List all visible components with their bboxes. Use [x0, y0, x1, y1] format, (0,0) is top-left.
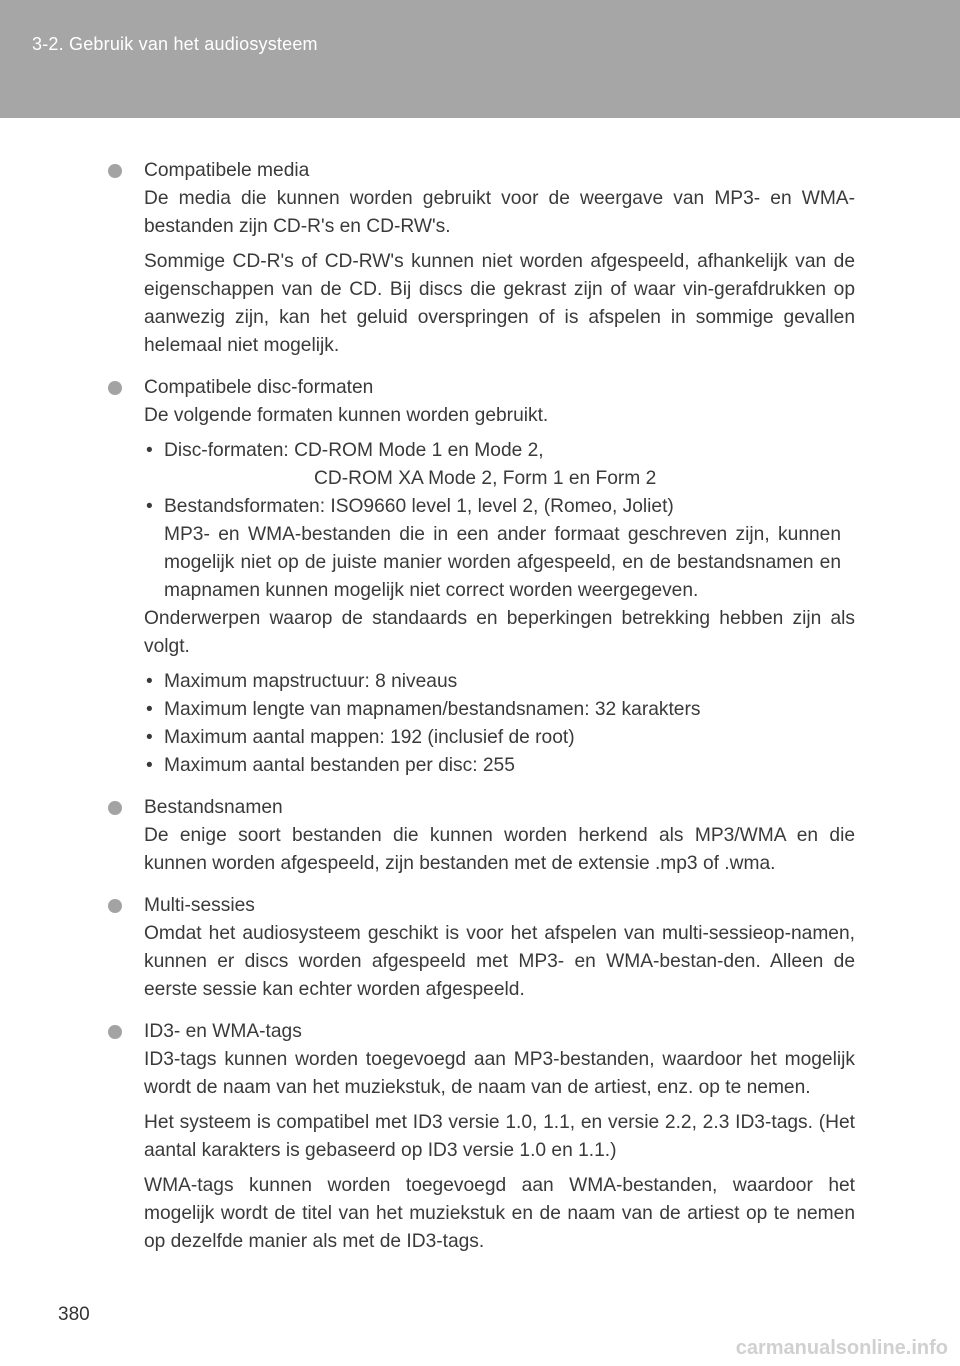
list-item-text: Maximum aantal bestanden per disc: 255 — [164, 755, 515, 776]
bullet-dot: • — [146, 699, 153, 720]
watermark: carmanualsonline.info — [735, 1337, 948, 1359]
list-item — [144, 493, 855, 605]
circle-bullet-icon — [108, 1025, 122, 1039]
list-item — [144, 752, 855, 780]
paragraph: De media die kunnen worden gebruikt voor de weergave van MP3- en WMA-bestanden zijn CD-R's en CD-RW's. — [144, 188, 855, 237]
section-title: ID3- en WMA-tags — [144, 1021, 302, 1042]
page-content — [108, 157, 855, 1270]
section-title: Bestandsnamen — [144, 797, 283, 818]
section-id3-wma-tags — [108, 1018, 855, 1256]
page-number: 380 — [58, 1304, 90, 1325]
list-item-text: Maximum lengte van mapnamen/bestandsnamen: 32 karakters — [164, 699, 701, 720]
paragraph: WMA-tags kunnen worden toegevoegd aan WMA-bestanden, waardoor het mogelijk wordt de titel van het muziekstuk en de naam van de artiest op te nemen op dezelfde manier als met de ID3-tags. — [144, 1175, 855, 1252]
circle-bullet-icon — [108, 164, 122, 178]
list-item — [144, 696, 855, 724]
paragraph: Onderwerpen waarop de standaards en beperkingen betrekking hebben zijn als volgt. — [144, 608, 855, 657]
paragraph: ID3-tags kunnen worden toegevoegd aan MP3-bestanden, waardoor het mogelijk wordt de naam van het muziekstuk, de naam van de artiest, enz. op te nemen. — [144, 1049, 855, 1098]
section-multi-sessies — [108, 892, 855, 1004]
chapter-title: 3-2. Gebruik van het audiosysteem — [32, 34, 318, 54]
circle-bullet-icon — [108, 899, 122, 913]
bullet-dot: • — [146, 496, 153, 517]
section-title: Compatibele disc-formaten — [144, 377, 374, 398]
section-disc-formaten — [108, 374, 855, 780]
list-item-text: Maximum aantal mappen: 192 (inclusief de root) — [164, 727, 575, 748]
restrictions-list — [144, 668, 855, 780]
disc-formats-line — [164, 437, 855, 465]
bullet-dot: • — [146, 671, 153, 692]
section-title: Compatibele media — [144, 160, 310, 181]
file-formats-note: MP3- en WMA-bestanden die in een ander formaat geschreven zijn, kunnen mogelijk niet op de juiste manier worden afgespeeld, en de bestandsnamen en mapnamen kunnen mogelijk niet correct worden weergegeven. — [164, 524, 841, 601]
disc-formats-value: CD-ROM XA Mode 2, Form 1 en Form 2 — [314, 468, 657, 489]
bullet-dot: • — [146, 727, 153, 748]
list-item — [144, 437, 855, 493]
page-header — [0, 0, 960, 118]
file-formats-text: Bestandsformaten: ISO9660 level 1, level 2, (Romeo, Joliet) — [164, 496, 674, 517]
bullet-dot: • — [146, 440, 153, 461]
paragraph: Het systeem is compatibel met ID3 versie 1.0, 1.1, en versie 2.2, 2.3 ID3-tags. (Het aantal karakters is gebaseerd op ID3 versie 1.0 en 1.1.) — [144, 1112, 855, 1161]
list-item — [144, 724, 855, 752]
format-list — [144, 437, 855, 605]
paragraph: De volgende formaten kunnen worden gebruikt. — [144, 405, 549, 426]
paragraph: De enige soort bestanden die kunnen worden herkend als MP3/WMA en die kunnen worden afgespeeld, zijn bestanden met de extensie .mp3 of .wma. — [144, 825, 855, 874]
disc-formats-label: Disc-formaten: — [164, 440, 289, 461]
list-item — [144, 668, 855, 696]
disc-formats-value: CD-ROM Mode 1 en Mode 2, — [294, 440, 544, 461]
circle-bullet-icon — [108, 801, 122, 815]
section-compatibele-media — [108, 157, 855, 360]
paragraph: Omdat het audiosysteem geschikt is voor het afspelen van multi-sessieop-namen, kunnen er discs worden afgespeeld met MP3- en WMA-bestan-den. Alleen de eerste sessie kan echter worden afgespeeld. — [144, 923, 855, 1000]
bullet-dot: • — [146, 755, 153, 776]
list-item-text: Maximum mapstructuur: 8 niveaus — [164, 671, 458, 692]
paragraph: Sommige CD-R's of CD-RW's kunnen niet worden afgespeeld, afhankelijk van de eigenschappen van de CD. Bij discs die gekrast zijn of waar vin-gerafdrukken op aanwezig zijn, kan het geluid overspringen of is afspelen in sommige gevallen helemaal niet mogelijk. — [144, 251, 855, 356]
circle-bullet-icon — [108, 381, 122, 395]
section-title: Multi-sessies — [144, 895, 255, 916]
section-bestandsnamen — [108, 794, 855, 878]
